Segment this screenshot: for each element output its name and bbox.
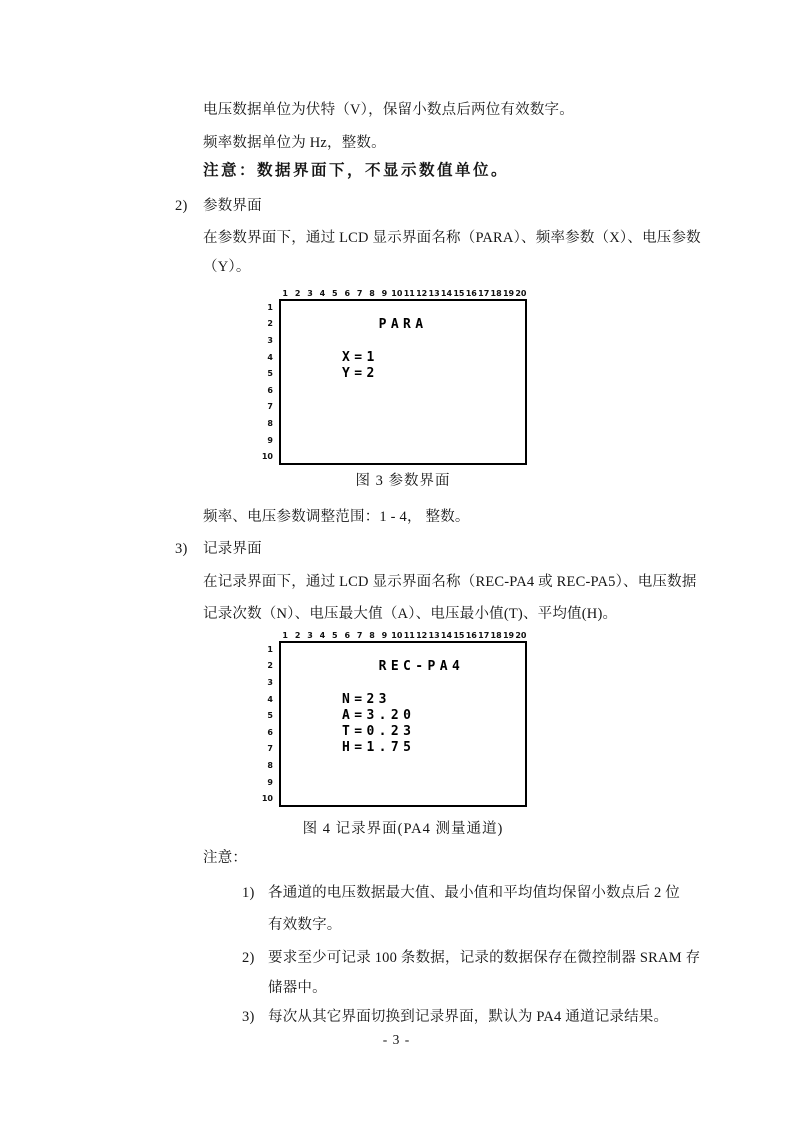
paragraph-parameter-line2: （Y）。 <box>203 259 251 275</box>
note3-line1: 每次从其它界面切换到记录界面，默认为 PA4 通道记录结果。 <box>268 1009 669 1025</box>
figure4-lcd-box <box>279 641 527 807</box>
column-number: 15 <box>453 289 465 298</box>
column-number: 5 <box>332 289 338 298</box>
column-number: 13 <box>428 289 440 298</box>
row-number: 10 <box>261 794 273 804</box>
lcd-text-line: H=1.75 <box>342 740 416 756</box>
body-line-frequency-unit: 频率数据单位为 Hz，整数。 <box>203 135 386 151</box>
paragraph-record-line1: 在记录界面下，通过 LCD 显示界面名称（REC-PA4 或 REC-PA5）、电压数据 <box>203 574 697 590</box>
body-line-voltage-unit: 电压数据单位为伏特（V），保留小数点后两位有效数字。 <box>203 102 574 118</box>
body-line-adjust-range: 频率、电压参数调整范围：1 - 4， 整数。 <box>203 509 470 525</box>
row-number: 10 <box>261 452 273 462</box>
row-number: 2 <box>267 319 273 329</box>
column-number: 3 <box>307 631 313 640</box>
column-number: 1 <box>282 289 288 298</box>
column-number: 18 <box>490 631 502 640</box>
column-number: 15 <box>453 631 465 640</box>
paragraph-record-line2: 记录次数（N）、电压最大值（A）、电压最小值(T)、平均值(H)。 <box>203 606 618 622</box>
column-number: 7 <box>356 631 363 640</box>
column-number: 16 <box>465 631 477 640</box>
note1-number: 1) <box>242 885 255 901</box>
lcd-text-line: X=1 <box>342 349 379 365</box>
column-number: 11 <box>403 631 415 640</box>
section-title-parameter-ui: 参数界面 <box>203 198 262 214</box>
column-number: 7 <box>356 289 363 298</box>
note2-line2: 储器中。 <box>268 980 327 996</box>
note2-line1: 要求至少可记录 100 条数据，记录的数据保存在微控制器 SRAM 存 <box>268 950 701 966</box>
row-number: 8 <box>267 760 273 770</box>
column-number: 10 <box>391 631 403 640</box>
column-number: 19 <box>502 289 515 298</box>
page-number: - 3 - <box>382 1032 411 1047</box>
column-number: 3 <box>307 289 313 298</box>
column-number: 1 <box>282 631 288 640</box>
row-number: 4 <box>267 694 273 704</box>
note2-number: 2) <box>242 950 255 966</box>
lcd-text-line: A=3.20 <box>342 707 416 723</box>
column-number: 18 <box>490 289 502 298</box>
column-number: 9 <box>381 289 388 298</box>
column-number: 12 <box>416 631 428 640</box>
section-title-record-ui: 记录界面 <box>203 541 262 557</box>
column-number: 20 <box>515 631 527 640</box>
column-number: 14 <box>440 289 453 298</box>
column-number: 8 <box>369 289 375 298</box>
column-number: 4 <box>319 631 326 640</box>
column-number: 20 <box>515 289 527 298</box>
note1-line2: 有效数字。 <box>268 917 342 933</box>
column-number: 8 <box>369 631 375 640</box>
figure3-caption: 图 3 参数界面 <box>355 473 451 489</box>
row-number: 3 <box>267 335 273 345</box>
lcd-text-line: Y=2 <box>342 365 379 381</box>
column-number: 16 <box>465 289 477 298</box>
column-number: 19 <box>502 631 515 640</box>
column-number: 12 <box>416 289 428 298</box>
column-number: 17 <box>478 631 490 640</box>
figure4-caption: 图 4 记录界面(PA4 测量通道) <box>302 821 504 837</box>
row-number: 2 <box>267 661 273 671</box>
row-number: 7 <box>267 744 273 754</box>
column-number: 5 <box>332 631 338 640</box>
row-number: 4 <box>267 352 273 362</box>
paragraph-parameter-line1: 在参数界面下，通过 LCD 显示界面名称（PARA）、频率参数（X）、电压参数 <box>203 230 701 246</box>
row-number: 8 <box>267 418 273 428</box>
column-number: 11 <box>403 289 415 298</box>
row-number: 1 <box>267 644 273 654</box>
row-number: 9 <box>267 435 273 445</box>
row-number: 6 <box>267 727 273 737</box>
figure3-row-numbers <box>259 299 277 465</box>
column-number: 6 <box>344 289 351 298</box>
figure4-column-numbers <box>279 628 527 641</box>
note1-line1: 各通道的电压数据最大值、最小值和平均值均保留小数点后 2 位 <box>268 885 680 901</box>
column-number: 9 <box>381 631 388 640</box>
list-number-2: 2) <box>175 198 188 214</box>
lcd-text-line: PARA <box>378 317 428 333</box>
column-number: 2 <box>294 289 301 298</box>
column-number: 4 <box>319 289 326 298</box>
row-number: 5 <box>267 369 273 379</box>
row-number: 5 <box>267 711 273 721</box>
row-number: 7 <box>267 402 273 412</box>
row-number: 3 <box>267 677 273 687</box>
note3-number: 3) <box>242 1009 255 1025</box>
figure-record-screen <box>259 628 527 807</box>
list-number-3: 3) <box>175 541 188 557</box>
row-number: 6 <box>267 385 273 395</box>
column-number: 2 <box>294 631 301 640</box>
lcd-text-line: N=23 <box>342 691 391 707</box>
column-number: 13 <box>428 631 440 640</box>
column-number: 14 <box>440 631 453 640</box>
lcd-text-line: REC-PA4 <box>378 659 465 675</box>
figure4-row-numbers <box>259 641 277 807</box>
column-number: 10 <box>391 289 403 298</box>
row-number: 1 <box>267 302 273 312</box>
column-number: 17 <box>478 289 490 298</box>
lcd-text-line: T=0.23 <box>342 724 416 739</box>
column-number: 6 <box>344 631 351 640</box>
figure3-lcd-box <box>279 299 527 465</box>
note-bold-line: 注意：数据界面下，不显示数值单位。 <box>203 162 510 179</box>
figure-parameter-screen <box>259 286 527 465</box>
figure3-column-numbers <box>279 286 527 299</box>
row-number: 9 <box>267 777 273 787</box>
notes-title: 注意： <box>203 850 248 866</box>
